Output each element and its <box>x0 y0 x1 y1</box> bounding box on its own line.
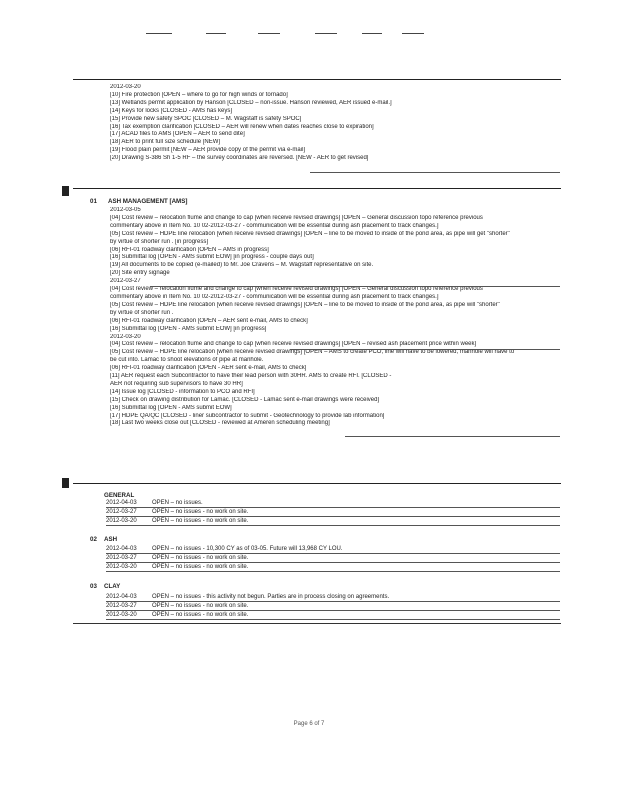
header-mark <box>146 33 172 34</box>
clay-date: 2012-04-03 <box>106 594 137 600</box>
header-mark <box>258 33 280 34</box>
underline <box>106 516 560 517</box>
item-line: [13] Wetlands permit application by Hanson [CLOSED – non-issue. Hanson reviewed, AER issued e-mail.] <box>110 99 392 106</box>
ash-status: OPEN – no issues - no work on site. <box>152 564 249 570</box>
item-line: [10] Fire protection [OPEN – where to go for high winds or tornado] <box>110 91 288 98</box>
section-bottom-rule <box>73 623 561 624</box>
underline <box>345 436 560 437</box>
header-mark <box>402 33 424 34</box>
item-line: [18] AER to print full size schedule [NEW] <box>110 139 221 146</box>
item-line: [16] Tax exemption clarification [CLOSED – AER will renew when dates reaches close to expiration] <box>110 123 374 130</box>
item-line: [04] Cost review – relocation flume and change to cap [when receive revised drawings] [OPEN – revised ash placement price within week] <box>110 341 477 348</box>
item-line: [16] Submittal log [OPEN - AMS submit EOW] [in progress] <box>110 325 267 332</box>
section-a-top-border <box>73 79 561 80</box>
clay-date: 2012-03-27 <box>106 603 137 609</box>
general-date: 2012-03-20 <box>106 518 137 524</box>
general-date: 2012-03-27 <box>106 509 137 515</box>
header-mark <box>362 33 382 34</box>
page-number: Page 6 of 7 <box>293 721 325 727</box>
section-tab-marker <box>62 186 69 196</box>
section-number: 03 <box>90 583 97 590</box>
ash-title: ASH <box>104 536 118 543</box>
general-status: OPEN – no issues. <box>152 500 203 506</box>
item-line: commentary above in Item No. 10 02-2012-03-27 - communication will be essential during ash placement to track changes.] <box>110 293 439 300</box>
ash-date: 2012-03-20 <box>106 564 137 570</box>
clay-title: CLAY <box>104 583 121 590</box>
section-tab-marker <box>62 478 69 488</box>
general-status: OPEN – no issues - no work on site. <box>152 518 249 524</box>
underline <box>106 553 560 554</box>
general-date: 2012-04-03 <box>106 500 137 506</box>
clay-date: 2012-03-20 <box>106 612 137 618</box>
item-line: [11] AER request each Subcontractor to have their lead person with 30HR. AMS to create RFI. [CLOSED - <box>110 373 392 380</box>
item-line: [17] ACAD files to AMS [OPEN – AER to send dite] <box>110 131 245 138</box>
ash-date: 2012-03-27 <box>106 555 137 561</box>
item-line: [16] Submittal log [OPEN - AMS submit EOW] [in progress - couple days out] <box>110 254 314 261</box>
underline <box>290 349 560 350</box>
item-line: [16] Submittal log [OPEN - AMS submit EOW] <box>110 404 232 411</box>
clay-status: OPEN – no issues - this activity not begun. Parties are in process closing on agreements. <box>152 594 390 600</box>
underline <box>106 571 560 572</box>
underline <box>106 525 560 526</box>
item-line: [05] Cost review – HDPE line relocation [when receive revised drawings] [OPEN – line to be moved to inside of the pond area, as pipe will "shorter" <box>110 301 500 308</box>
item-line: [17] HDPE QA/QC [CLOSED - liner subcontractor to submit - Geotechnology to provide lab information] <box>110 412 385 419</box>
underline <box>310 172 560 173</box>
header-mark <box>206 33 226 34</box>
item-line: [04] Cost review – relocation flume and change to cap [when receive revised drawings] [OPEN – General discussion topo reference previous <box>110 214 483 221</box>
item-line: [20] Site entry signage <box>110 270 170 277</box>
clay-status: OPEN – no issues - no work on site. <box>152 612 249 618</box>
item-line: 2012-03-27 <box>110 278 141 285</box>
ash-status: OPEN – no issues - 10,300 CY as of 03-05. Future will 13,968 CY LOU. <box>152 546 343 552</box>
item-line: commentary above in Item No. 10 02-2012-03-27 - communication will be essential during ash placement to track changes.] <box>110 222 439 229</box>
section-number: 01 <box>90 198 97 205</box>
section-b-top-border <box>73 188 561 189</box>
item-line: [14] Keys for locks [CLOSED - AMS has keys] <box>110 107 233 114</box>
underline <box>106 601 560 602</box>
item-line: by virtue of shorter run . [in progress] <box>110 238 209 245</box>
item-line: [19] All documents to be copied (e-mailed) to Mr. Joe Cravens – M. Wagstaff representative on site. <box>110 262 374 269</box>
clay-status: OPEN – no issues - no work on site. <box>152 603 249 609</box>
underline <box>150 286 560 287</box>
item-line: [06] RFI-01 roadway clarification [OPEN – AER sent e-mail, AMS to check] <box>110 317 308 324</box>
underline <box>106 507 560 508</box>
underline <box>106 619 560 620</box>
item-line: [19] Flood plain permit [NEW – AER provide copy of the permit via e-mail] <box>110 147 306 154</box>
underline <box>106 562 560 563</box>
item-line: [14] Issue log [CLOSED - information to PCO and RFI] <box>110 388 255 395</box>
section-number: 02 <box>90 536 97 543</box>
item-line: [18] Last two weeks close out [CLOSED - reviewed at Ameren scheduling meeting] <box>110 420 330 427</box>
header-mark <box>315 33 337 34</box>
section-b-items <box>110 207 560 428</box>
underline <box>106 610 560 611</box>
item-line: 2012-03-20 <box>110 84 141 90</box>
item-line: 2012-03-05 <box>110 207 141 213</box>
general-title: GENERAL <box>104 492 135 499</box>
item-line: [04] Cost review – relocation flume and change to cap [when receive revised drawings] [OPEN – General discussion topo reference previous <box>110 286 483 293</box>
section-c-top-border <box>73 483 561 484</box>
item-line: [05] Cost review – HDPE line relocation [when receive revised drawings] [OPEN – AMS to create PCO, line will have to be lowered, manhole will have to <box>110 349 515 356</box>
item-line: 2012-03-20 <box>110 333 141 340</box>
item-line: by virtue of shorter run . <box>110 309 174 316</box>
item-line: [15] Provide new safety SPOC [CLOSED – M. Wagstaff is safety SPOC] <box>110 115 302 122</box>
item-line: be cut into. Lamac to shoot elevations of pipe at manhole. <box>110 357 264 364</box>
section-title: ASH MANAGEMENT [AMS] <box>108 198 188 205</box>
ash-date: 2012-04-03 <box>106 546 137 552</box>
section-a-items <box>110 84 560 163</box>
item-line: AER not requiring sub supervisors to have 30 HR] <box>110 380 243 387</box>
general-status: OPEN – no issues - no work on site. <box>152 509 249 515</box>
item-line: [15] Check on drawing distribution for Lamac. [CLOSED - Lamac sent e-mail drawings were received] <box>110 396 380 403</box>
item-line: [20] Drawing S-386 Sh 1-5 RF – the survey coordinates are reversed. [NEW - AER to get revised] <box>110 155 369 162</box>
item-line: [05] Cost review – HDPE line relocation [when receive revised drawings] [OPEN – line to be moved to inside of the pond area, as pipe will get "shorter" <box>110 230 510 237</box>
item-line: [06] RFI-01 roadway clarification [OPEN – AMS in progress] <box>110 246 269 253</box>
ash-status: OPEN – no issues - no work on site. <box>152 555 249 561</box>
item-line: [06] RFI-01 roadway clarification [OPEN - AER sent e-mail, AMS to check] <box>110 365 307 372</box>
